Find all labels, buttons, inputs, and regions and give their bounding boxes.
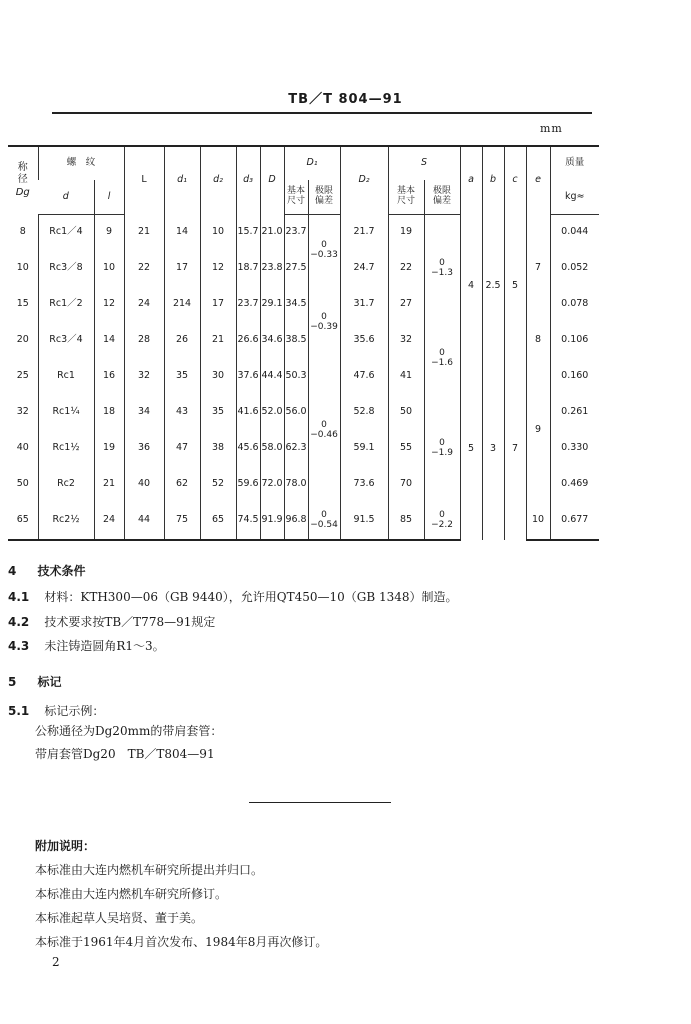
cell-d1: 43 xyxy=(164,395,200,431)
cell-dg: 20 xyxy=(16,334,29,346)
item-4-1: 4.1 材料：KTH300—06（GB 9440），允许用QT450—10（GB 1348）制造。 xyxy=(8,590,458,604)
cell-D1-tol: 0 −0.33 xyxy=(308,214,340,287)
dimension-table xyxy=(8,145,599,541)
cell-S: 85 xyxy=(388,503,424,540)
cell-d3: 59.6 xyxy=(236,467,260,503)
header-mass-unit: kg≈ xyxy=(550,180,599,214)
cell-d3: 37.6 xyxy=(236,359,260,395)
header-b: b xyxy=(482,146,504,214)
cell-thread-l: 14 xyxy=(94,323,124,359)
cell-S: 22 xyxy=(388,251,424,287)
cell-S-tol: 0 −1.3 xyxy=(424,214,460,323)
cell-thread-d: Rc2½ xyxy=(38,503,94,540)
header-D1-tol: 极限 偏差 xyxy=(308,180,340,214)
cell-D: 44.4 xyxy=(260,359,284,395)
cell-S: 41 xyxy=(388,359,424,395)
cell-L: 22 xyxy=(124,251,164,287)
cell-thread-d: Rc3／8 xyxy=(38,251,94,287)
cell-D2: 24.7 xyxy=(340,251,388,287)
cell-S: 50 xyxy=(388,395,424,431)
cell-d3: 74.5 xyxy=(236,503,260,540)
cell-mass: 0.052 xyxy=(550,251,599,287)
cell-D: 91.9 xyxy=(260,503,284,540)
cell-thread-d: Rc1½ xyxy=(38,431,94,467)
cell-mass: 0.330 xyxy=(550,431,599,467)
example-line-2: 带肩套管Dg20 TB／T804—91 xyxy=(35,747,215,761)
page-header: TB／T 804—91 xyxy=(288,92,403,107)
notes-line: 本标准由大连内燃机车研究所提出并归口。 xyxy=(35,863,264,877)
cell-mass: 0.106 xyxy=(550,323,599,359)
cell-dg: 50 xyxy=(16,478,29,490)
header-e: e xyxy=(526,146,550,214)
notes-title: 附加说明： xyxy=(35,839,96,853)
cell-a: 4 xyxy=(460,214,482,359)
cell-D2: 91.5 xyxy=(340,503,388,540)
cell-S-tol: 0 −2.2 xyxy=(424,503,460,540)
cell-D1: 38.5 xyxy=(284,323,308,359)
cell-d2: 30 xyxy=(200,359,236,395)
cell-thread-l: 16 xyxy=(94,359,124,395)
header-thread: 螺 纹 xyxy=(38,146,124,180)
cell-thread-d: Rc3／4 xyxy=(38,323,94,359)
header-thread-d: d xyxy=(38,180,94,214)
cell-d1: 26 xyxy=(164,323,200,359)
cell-dg: 15 xyxy=(16,298,29,310)
cell-mass: 0.160 xyxy=(550,359,599,395)
additional-notes xyxy=(35,837,327,957)
cell-L: 44 xyxy=(124,503,164,540)
cell-dg: 25 xyxy=(16,370,29,382)
cell-D2: 31.7 xyxy=(340,287,388,323)
header-D1-basic: 基本 尺寸 xyxy=(284,180,308,214)
section-5-heading: 5 标记 xyxy=(8,675,62,689)
cell-d2: 10 xyxy=(200,214,236,251)
section-4-heading: 4 技术条件 xyxy=(8,564,86,578)
cell-d2: 65 xyxy=(200,503,236,540)
cell-mass: 0.078 xyxy=(550,287,599,323)
cell-b: 2.5 xyxy=(482,214,504,359)
cell-D2: 59.1 xyxy=(340,431,388,467)
cell-d1: 214 xyxy=(164,287,200,323)
cell-D: 58.0 xyxy=(260,431,284,467)
cell-S-tol: 0 −1.9 xyxy=(424,395,460,503)
cell-D1: 50.3 xyxy=(284,359,308,395)
notes-line: 本标准于1961年4月首次发布、1984年8月再次修订。 xyxy=(35,935,328,949)
header-S-tol: 极限 偏差 xyxy=(424,180,460,214)
cell-d1: 62 xyxy=(164,467,200,503)
cell-d2: 38 xyxy=(200,431,236,467)
header-mass: 质量 xyxy=(550,146,599,180)
notes-line: 本标准由大连内燃机车研究所修订。 xyxy=(35,887,228,901)
cell-D1-tol: 0 −0.46 xyxy=(308,359,340,503)
cell-D1-tol: 0 −0.39 xyxy=(308,287,340,359)
item-4-2: 4.2 技术要求按TB／T778—91规定 xyxy=(8,615,216,629)
cell-D1: 78.0 xyxy=(284,467,308,503)
cell-L: 32 xyxy=(124,359,164,395)
cell-D2: 73.6 xyxy=(340,467,388,503)
cell-D1: 27.5 xyxy=(284,251,308,287)
cell-D1-tol: 0 −0.54 xyxy=(308,503,340,540)
header-D2: D₂ xyxy=(340,146,388,214)
notes-line: 本标准起草人吴培贤、董于美。 xyxy=(35,911,204,925)
cell-D1: 56.0 xyxy=(284,395,308,431)
cell-D: 52.0 xyxy=(260,395,284,431)
cell-dg: 10 xyxy=(16,262,29,274)
cell-S: 27 xyxy=(388,287,424,323)
cell-b: 3 xyxy=(482,359,504,540)
cell-d1: 35 xyxy=(164,359,200,395)
cell-d3: 18.7 xyxy=(236,251,260,287)
cell-d2: 35 xyxy=(200,395,236,431)
cell-d2: 52 xyxy=(200,467,236,503)
cell-S: 55 xyxy=(388,431,424,467)
cell-L: 21 xyxy=(124,214,164,251)
cell-d2: 17 xyxy=(200,287,236,323)
cell-D: 34.6 xyxy=(260,323,284,359)
header-rule xyxy=(52,112,592,114)
header-S: S xyxy=(388,146,460,180)
cell-d3: 41.6 xyxy=(236,395,260,431)
unit-label: mm xyxy=(540,122,563,135)
separator-line xyxy=(249,802,391,803)
cell-dg: 40 xyxy=(16,442,29,454)
cell-thread-l: 24 xyxy=(94,503,124,540)
header-S-basic: 基本 尺寸 xyxy=(388,180,424,214)
header-d2: d₂ xyxy=(200,146,236,214)
item-4-3: 4.3 未注铸造圆角R1～3。 xyxy=(8,639,165,653)
cell-S: 70 xyxy=(388,467,424,503)
cell-c: 7 xyxy=(504,359,526,540)
header-D: D xyxy=(260,146,284,214)
cell-e: 10 xyxy=(526,503,550,540)
cell-mass: 0.469 xyxy=(550,467,599,503)
cell-d3: 15.7 xyxy=(236,214,260,251)
cell-a: 5 xyxy=(460,359,482,540)
cell-D2: 47.6 xyxy=(340,359,388,395)
header-d1: d₁ xyxy=(164,146,200,214)
cell-d1: 17 xyxy=(164,251,200,287)
cell-D: 72.0 xyxy=(260,467,284,503)
cell-thread-l: 21 xyxy=(94,467,124,503)
cell-D2: 21.7 xyxy=(340,214,388,251)
cell-L: 28 xyxy=(124,323,164,359)
cell-dg: 32 xyxy=(16,406,29,418)
header-thread-l: l xyxy=(94,180,124,214)
cell-thread-d: Rc1／4 xyxy=(38,214,94,251)
header-d3: d₃ xyxy=(236,146,260,214)
cell-e: 7 xyxy=(526,214,550,323)
cell-D2: 35.6 xyxy=(340,323,388,359)
cell-D: 21.0 xyxy=(260,214,284,251)
cell-d2: 12 xyxy=(200,251,236,287)
cell-thread-d: Rc1／2 xyxy=(38,287,94,323)
cell-D1: 62.3 xyxy=(284,431,308,467)
cell-d3: 45.6 xyxy=(236,431,260,467)
cell-D: 23.8 xyxy=(260,251,284,287)
cell-L: 24 xyxy=(124,287,164,323)
header-L: L xyxy=(124,146,164,214)
cell-d1: 75 xyxy=(164,503,200,540)
cell-L: 34 xyxy=(124,395,164,431)
cell-d3: 26.6 xyxy=(236,323,260,359)
cell-mass: 0.261 xyxy=(550,395,599,431)
cell-e: 9 xyxy=(526,359,550,503)
header-a: a xyxy=(460,146,482,214)
cell-thread-l: 18 xyxy=(94,395,124,431)
cell-thread-l: 19 xyxy=(94,431,124,467)
cell-S-tol: 0 −1.6 xyxy=(424,323,460,395)
example-line-1: 公称通径为Dg20mm的带肩套管： xyxy=(35,724,223,738)
cell-S: 32 xyxy=(388,323,424,359)
cell-dg: 8 xyxy=(19,226,26,238)
cell-d1: 47 xyxy=(164,431,200,467)
cell-thread-d: Rc1 xyxy=(38,359,94,395)
cell-thread-d: Rc2 xyxy=(38,467,94,503)
cell-L: 40 xyxy=(124,467,164,503)
header-nominal-dia: 称 径 Dg xyxy=(8,146,38,214)
cell-e: 8 xyxy=(526,323,550,359)
cell-D2: 52.8 xyxy=(340,395,388,431)
cell-mass: 0.677 xyxy=(550,503,599,540)
cell-c: 5 xyxy=(504,214,526,359)
cell-D1: 23.7 xyxy=(284,214,308,251)
cell-d2: 21 xyxy=(200,323,236,359)
page-number: 2 xyxy=(52,955,60,969)
cell-d3: 23.7 xyxy=(236,287,260,323)
cell-D: 29.1 xyxy=(260,287,284,323)
cell-thread-l: 12 xyxy=(94,287,124,323)
cell-mass: 0.044 xyxy=(550,214,599,251)
cell-L: 36 xyxy=(124,431,164,467)
header-c: c xyxy=(504,146,526,214)
cell-thread-d: Rc1¼ xyxy=(38,395,94,431)
cell-dg: 65 xyxy=(8,503,38,540)
cell-d1: 14 xyxy=(164,214,200,251)
header-D1: D₁ xyxy=(284,146,340,180)
item-5-1: 5.1 标记示例： xyxy=(8,704,105,718)
cell-thread-l: 9 xyxy=(94,214,124,251)
cell-D1: 34.5 xyxy=(284,287,308,323)
cell-D1: 96.8 xyxy=(284,503,308,540)
cell-thread-l: 10 xyxy=(94,251,124,287)
cell-S: 19 xyxy=(388,214,424,251)
